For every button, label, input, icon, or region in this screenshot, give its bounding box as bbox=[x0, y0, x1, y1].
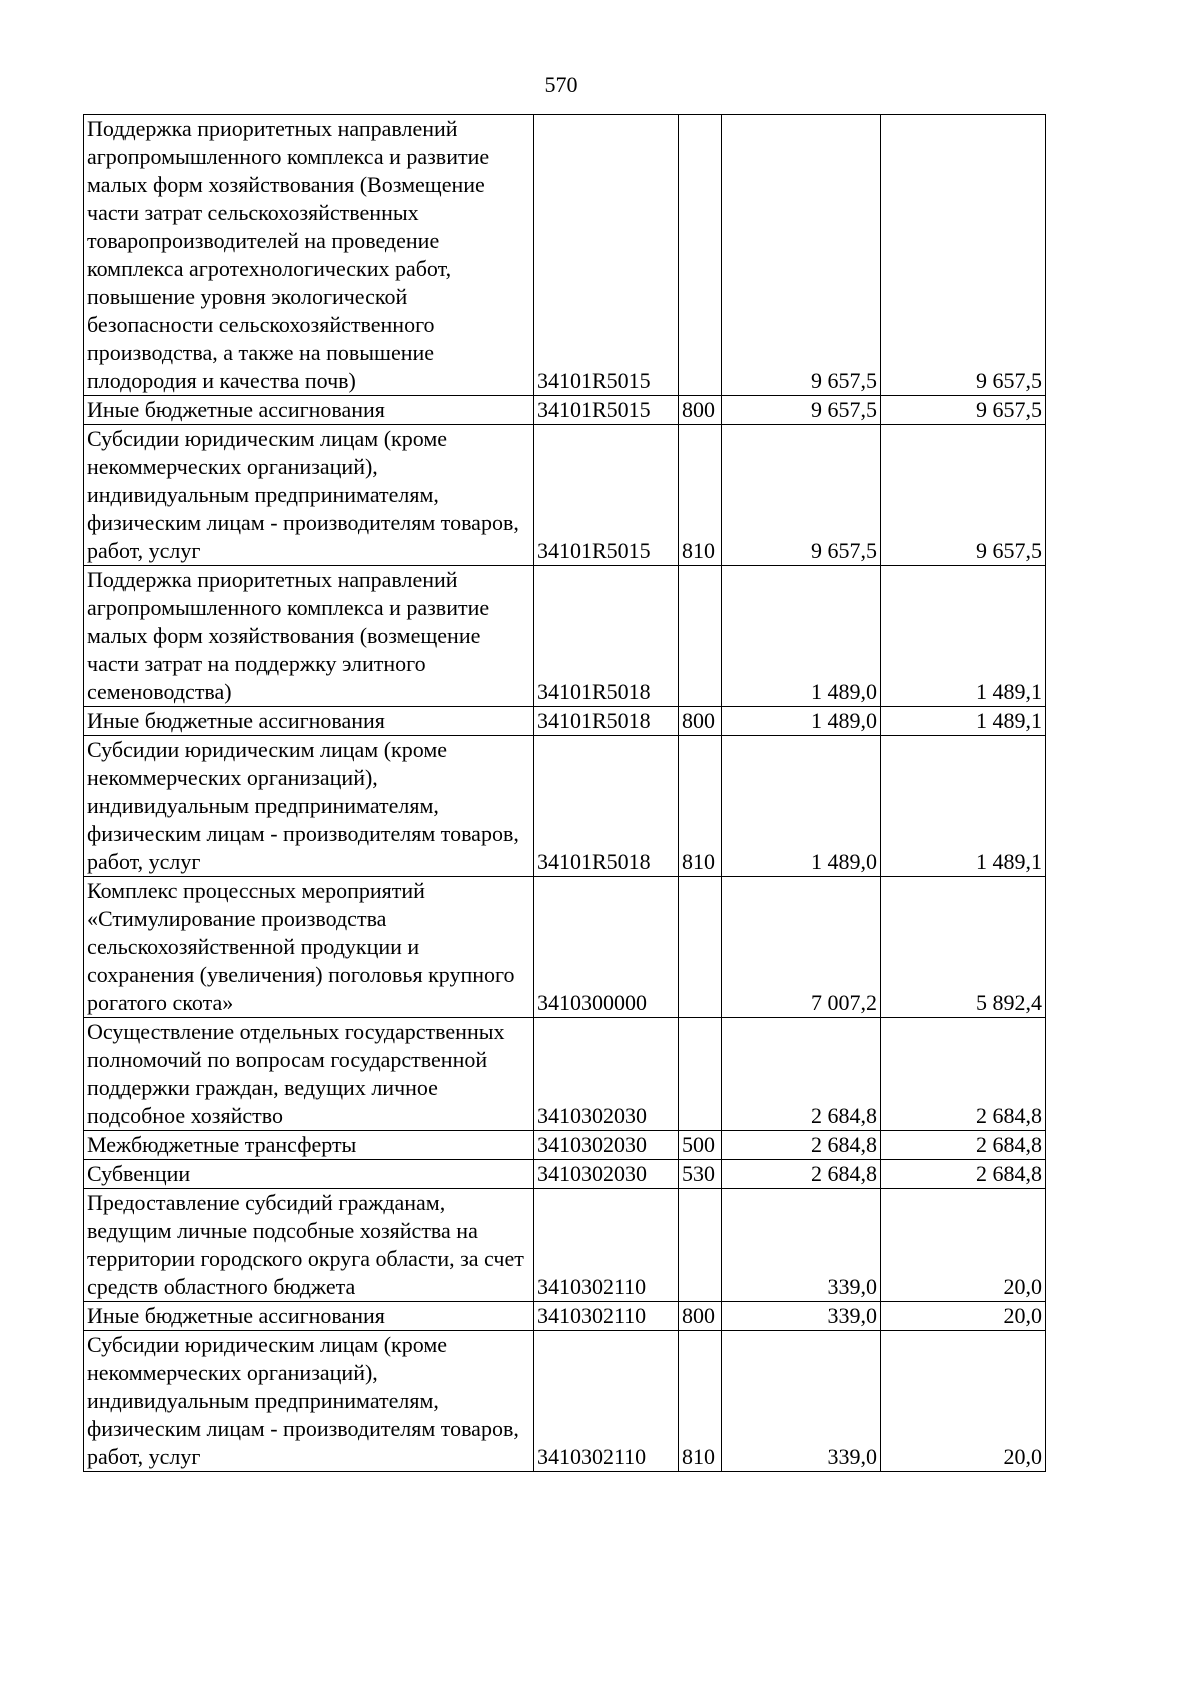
row-code: 34101R5015 bbox=[534, 115, 679, 396]
row-name: Субсидии юридическим лицам (кроме некоммерческих организаций), индивидуальным предпринимателям, физическим лицам - производителям товаров, работ, услуг bbox=[84, 1331, 534, 1472]
row-name: Осуществление отдельных государственных полномочий по вопросам государственной поддержки граждан, ведущих личное подсобное хозяйство bbox=[84, 1018, 534, 1131]
row-value-2: 2 684,8 bbox=[881, 1018, 1046, 1131]
row-value-1: 1 489,0 bbox=[722, 736, 881, 877]
row-name: Комплекс процессных мероприятий «Стимулирование производства сельскохозяйственной продукции и сохранения (увеличения) поголовья крупного рогатого скота» bbox=[84, 877, 534, 1018]
row-name: Иные бюджетные ассигнования bbox=[84, 396, 534, 425]
row-type: 500 bbox=[679, 1131, 722, 1160]
row-type: 810 bbox=[679, 1331, 722, 1472]
row-type: 810 bbox=[679, 736, 722, 877]
row-type bbox=[679, 115, 722, 396]
row-name: Субвенции bbox=[84, 1160, 534, 1189]
table-row bbox=[84, 736, 1046, 877]
row-type bbox=[679, 877, 722, 1018]
row-value-1: 339,0 bbox=[722, 1189, 881, 1302]
row-type: 800 bbox=[679, 396, 722, 425]
row-value-2: 9 657,5 bbox=[881, 396, 1046, 425]
row-name: Поддержка приоритетных направлений агропромышленного комплекса и развитие малых форм хозяйствования (возмещение части затрат на поддержку элитного семеноводства) bbox=[84, 566, 534, 707]
table-row bbox=[84, 1189, 1046, 1302]
table-row bbox=[84, 115, 1046, 396]
row-value-1: 1 489,0 bbox=[722, 566, 881, 707]
row-code: 34101R5015 bbox=[534, 425, 679, 566]
page-number: 570 bbox=[544, 72, 578, 97]
row-name: Субсидии юридическим лицам (кроме некоммерческих организаций), индивидуальным предпринимателям, физическим лицам - производителям товаров, работ, услуг bbox=[84, 425, 534, 566]
row-type: 800 bbox=[679, 707, 722, 736]
row-code: 34101R5015 bbox=[534, 396, 679, 425]
row-code: 34101R5018 bbox=[534, 736, 679, 877]
row-value-2: 20,0 bbox=[881, 1331, 1046, 1472]
table-row bbox=[84, 1018, 1046, 1131]
row-code: 3410302030 bbox=[534, 1131, 679, 1160]
row-value-1: 2 684,8 bbox=[722, 1160, 881, 1189]
table-row bbox=[84, 396, 1046, 425]
row-value-1: 339,0 bbox=[722, 1302, 881, 1331]
row-code: 3410302030 bbox=[534, 1018, 679, 1131]
row-type bbox=[679, 1018, 722, 1131]
row-value-2: 1 489,1 bbox=[881, 566, 1046, 707]
table-row bbox=[84, 425, 1046, 566]
row-name: Поддержка приоритетных направлений агропромышленного комплекса и развитие малых форм хозяйствования (Возмещение части затрат сельскохозяйственных товаропроизводителей на проведение комплекса агротехнологических работ, повышение уровня экологической безопасности сельскохозяйственного производства, а также на повышение плодородия и качества почв) bbox=[84, 115, 534, 396]
table-row bbox=[84, 877, 1046, 1018]
row-value-1: 1 489,0 bbox=[722, 707, 881, 736]
row-value-1: 339,0 bbox=[722, 1331, 881, 1472]
row-name: Предоставление субсидий гражданам, ведущим личные подсобные хозяйства на территории городского округа области, за счет средств областного бюджета bbox=[84, 1189, 534, 1302]
row-value-2: 2 684,8 bbox=[881, 1131, 1046, 1160]
row-code: 34101R5018 bbox=[534, 707, 679, 736]
row-value-1: 7 007,2 bbox=[722, 877, 881, 1018]
row-name: Субсидии юридическим лицам (кроме некоммерческих организаций), индивидуальным предпринимателям, физическим лицам - производителям товаров, работ, услуг bbox=[84, 736, 534, 877]
row-value-2: 9 657,5 bbox=[881, 425, 1046, 566]
row-value-2: 20,0 bbox=[881, 1189, 1046, 1302]
row-type bbox=[679, 566, 722, 707]
row-name: Межбюджетные трансферты bbox=[84, 1131, 534, 1160]
table-row bbox=[84, 1331, 1046, 1472]
row-code: 3410302030 bbox=[534, 1160, 679, 1189]
table-row bbox=[84, 566, 1046, 707]
row-value-1: 9 657,5 bbox=[722, 115, 881, 396]
row-value-2: 1 489,1 bbox=[881, 736, 1046, 877]
row-code: 3410302110 bbox=[534, 1331, 679, 1472]
row-name: Иные бюджетные ассигнования bbox=[84, 1302, 534, 1331]
row-value-2: 1 489,1 bbox=[881, 707, 1046, 736]
table-row bbox=[84, 707, 1046, 736]
table-row bbox=[84, 1131, 1046, 1160]
row-code: 3410302110 bbox=[534, 1189, 679, 1302]
row-type: 530 bbox=[679, 1160, 722, 1189]
row-value-2: 2 684,8 bbox=[881, 1160, 1046, 1189]
row-code: 34101R5018 bbox=[534, 566, 679, 707]
row-value-2: 9 657,5 bbox=[881, 115, 1046, 396]
row-type bbox=[679, 1189, 722, 1302]
row-value-1: 9 657,5 bbox=[722, 425, 881, 566]
row-value-2: 5 892,4 bbox=[881, 877, 1046, 1018]
row-type: 810 bbox=[679, 425, 722, 566]
table-row bbox=[84, 1160, 1046, 1189]
row-value-2: 20,0 bbox=[881, 1302, 1046, 1331]
table-row bbox=[84, 1302, 1046, 1331]
budget-table bbox=[83, 114, 1046, 1472]
row-code: 3410300000 bbox=[534, 877, 679, 1018]
row-code: 3410302110 bbox=[534, 1302, 679, 1331]
row-value-1: 2 684,8 bbox=[722, 1131, 881, 1160]
row-value-1: 2 684,8 bbox=[722, 1018, 881, 1131]
row-name: Иные бюджетные ассигнования bbox=[84, 707, 534, 736]
row-type: 800 bbox=[679, 1302, 722, 1331]
row-value-1: 9 657,5 bbox=[722, 396, 881, 425]
